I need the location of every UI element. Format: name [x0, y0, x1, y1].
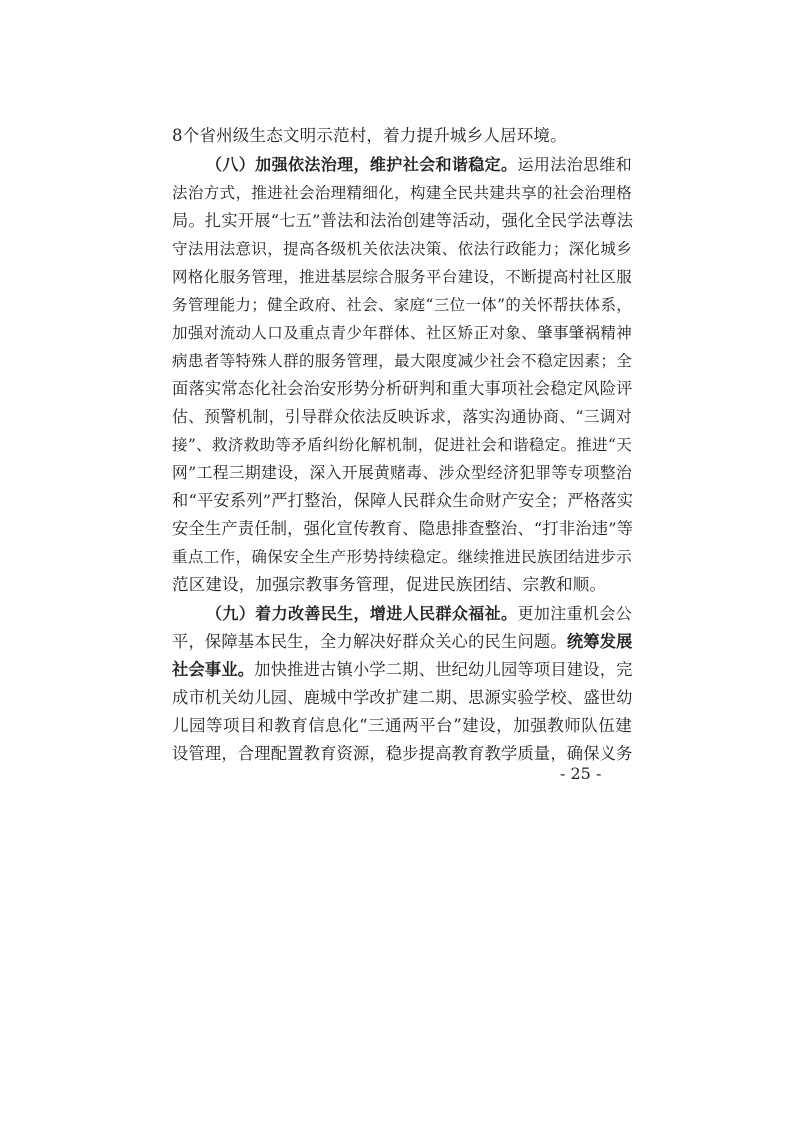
text-line-21	[172, 685, 632, 711]
text-line-16	[172, 544, 632, 570]
line-text: 估、预警机制，引导群众依法反映诉求，落实沟通协商、“三调对	[172, 407, 632, 426]
text-line-2	[206, 152, 632, 178]
text-line-3	[172, 180, 632, 206]
text-line-10	[172, 376, 632, 402]
page-number: - 25 -	[560, 764, 602, 783]
line-text: 网”工程三期建设，深入开展黄赌毒、涉众型经济犯罪等专项整治	[172, 463, 632, 482]
line-text: 设管理，合理配置教育资源，稳步提高教育教学质量，确保义务	[172, 744, 633, 763]
text-line-13	[172, 460, 632, 486]
text-line-4	[172, 208, 632, 234]
text-line-1	[172, 123, 632, 149]
line-text: 面落实常态化社会治安形势分析研判和重大事项社会稳定风险评	[172, 379, 633, 398]
line-text: 局。扎实开展“七五”普法和法治创建等活动，强化全民学法尊法	[172, 211, 634, 230]
text-line-19	[172, 629, 632, 655]
line-text: 8个省州级生态文明示范村，着力提升城乡人居环境。	[172, 126, 567, 145]
subheading-start: 统筹发展	[566, 632, 633, 651]
subheading-end: 社会事业。	[172, 660, 255, 679]
line-text: 加强对流动人口及重点青少年群体、社区矫正对象、肇事肇祸精神	[172, 324, 632, 342]
line-text: 更加注重机会公	[517, 604, 632, 623]
text-line-14	[172, 488, 632, 514]
text-line-11	[172, 404, 632, 430]
line-text: 加快推进古镇小学二期、世纪幼儿园等项目建设，完	[254, 660, 633, 679]
text-line-18	[206, 601, 632, 627]
text-line-12	[172, 432, 632, 458]
line-text: 成市机关幼儿园、鹿城中学改扩建二期、思源实验学校、盛世幼	[172, 688, 633, 707]
line-text: 接”、救济救助等矛盾纠纷化解机制，促进社会和谐稳定。推进“天	[172, 436, 632, 454]
line-text: 法治方式，推进社会治理精细化，构建全民共建共享的社会治理格	[172, 184, 632, 202]
line-text: 和“平安系列”严打整治，保障人民群众生命财产安全；严格落实	[172, 491, 634, 510]
line-text: 重点工作，确保安全生产形势持续稳定。继续推进民族团结进步示	[172, 548, 632, 566]
text-line-5	[172, 236, 632, 262]
line-text: 运用法治思维和	[517, 155, 632, 174]
text-line-9	[172, 348, 632, 374]
text-line-8	[172, 320, 632, 346]
line-text: 网格化服务管理，推进基层综合服务平台建设，不断提高村社区服	[172, 268, 632, 286]
line-text: 儿园等项目和教育信息化“三通两平台”建设，加强教师队伍建	[172, 716, 632, 735]
text-line-20	[172, 657, 632, 683]
line-text: 安全生产责任制，强化宣传教育、隐患排查整治、“打非治违”等	[172, 519, 634, 538]
line-text: 范区建设，加强宗教事务管理，促进民族团结、宗教和顺。	[172, 575, 607, 594]
line-text: 守法用法意识，提高各级机关依法决策、依法行政能力；深化城乡	[172, 240, 632, 258]
text-line-22	[172, 713, 632, 739]
text-line-7	[172, 292, 632, 318]
line-text: 病患者等特殊人群的服务管理，最大限度减少社会不稳定因素；全	[172, 352, 632, 370]
text-line-6	[172, 264, 632, 290]
line-text: 平，保障基本民生，全力解决好群众关心的民生问题。	[172, 632, 567, 651]
section-heading-9: （九）着力改善民生，增进人民群众福祉。	[206, 604, 518, 623]
text-line-17	[172, 572, 632, 598]
section-heading-8: （八）加强依法治理，维护社会和谐稳定。	[206, 155, 518, 174]
text-line-15	[172, 516, 632, 542]
line-text: 务管理能力；健全政府、社会、家庭“三位一体”的关怀帮扶体系，	[172, 296, 632, 314]
